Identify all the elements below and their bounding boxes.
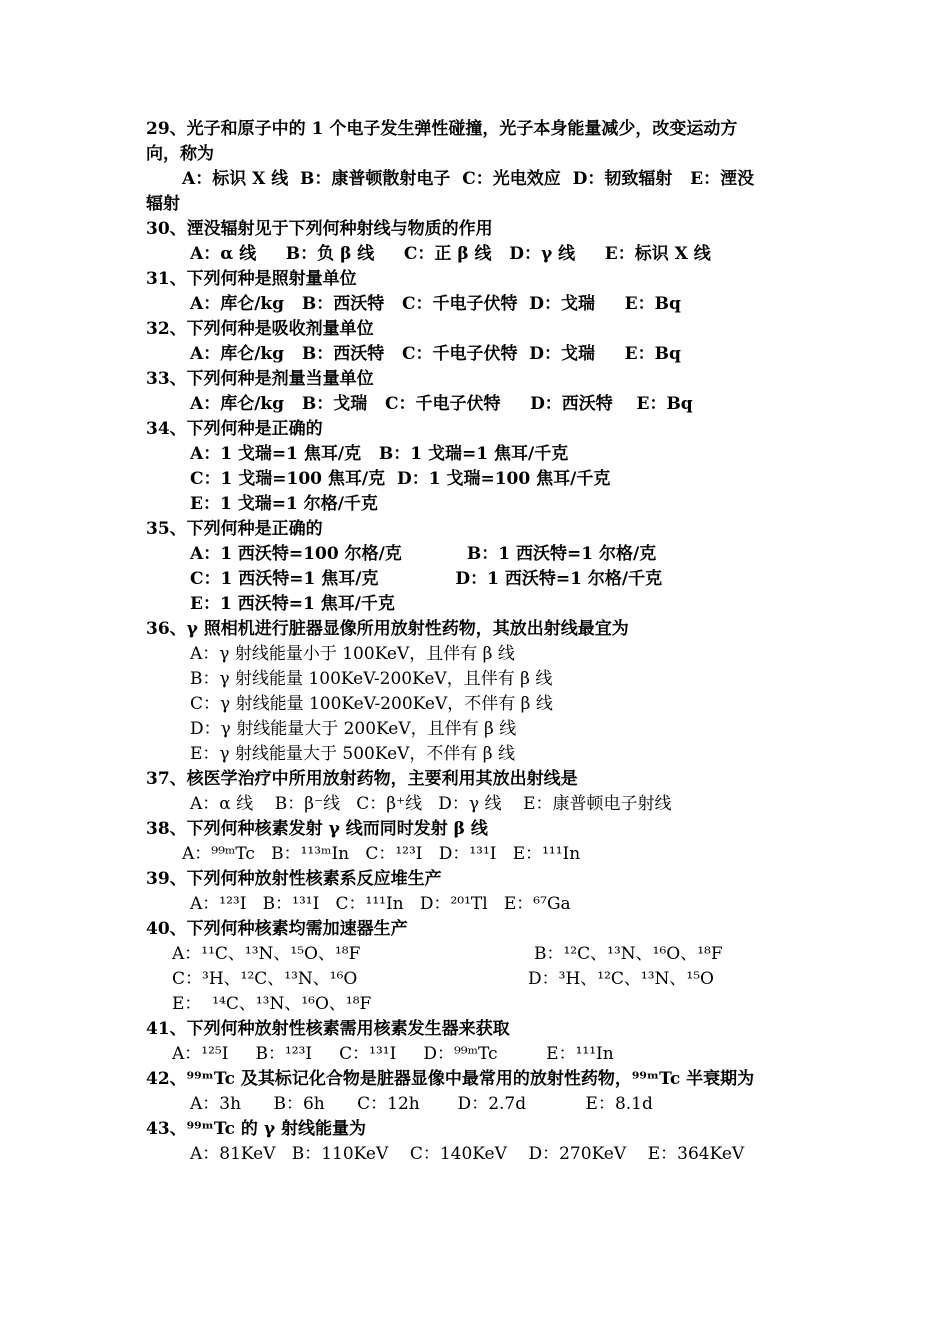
question-line-32: 40、下列何种核素均需加速器生产 (146, 919, 408, 939)
option-line-39: A：¹²⁵I B：¹²³I C：¹³¹I D：⁹⁹ᵐTc E：¹¹¹In (172, 1044, 614, 1064)
option-line-23: C：γ 射线能量 100KeV-200KeV，不伴有 β 线 (190, 694, 553, 714)
question-line-4: 30、湮没辐射见于下列何种射线与物质的作用 (146, 219, 493, 239)
option-line-22: B：γ 射线能量 100KeV-200KeV，且伴有 β 线 (190, 669, 553, 689)
option-line-21: A：γ 射线能量小于 100KeV，且伴有 β 线 (190, 644, 515, 664)
option-line-25: E：γ 射线能量大于 500KeV，不伴有 β 线 (190, 744, 516, 764)
option-line-17: A：1 西沃特=100 尔格/克 B：1 西沃特=1 尔格/克 (190, 544, 657, 564)
option-line-34: B：¹²C、¹³N、¹⁶O、¹⁸F (534, 944, 723, 964)
question-line-8: 32、下列何种是吸收剂量单位 (146, 319, 374, 339)
question-line-28: 38、下列何种核素发射 γ 线而同时发射 β 线 (146, 819, 488, 839)
option-line-7: A：库仑/kg B：西沃特 C：千电子伏特 D：戈瑞 E：Bq (190, 294, 681, 314)
option-line-37: E： ¹⁴C、¹³N、¹⁶O、¹⁸F (172, 994, 372, 1014)
option-line-29: A：⁹⁹ᵐTc B：¹¹³ᵐIn C：¹²³I D：¹³¹I E：¹¹¹In (182, 844, 581, 864)
question-line-6: 31、下列何种是照射量单位 (146, 269, 357, 289)
question-line-16: 35、下列何种是正确的 (146, 519, 323, 539)
option-line-19: E：1 西沃特=1 焦耳/千克 (190, 594, 395, 614)
option-line-14: C：1 戈瑞=100 焦耳/克 D：1 戈瑞=100 焦耳/千克 (190, 469, 611, 489)
option-line-41: A：3h B：6h C：12h D：2.7d E：8.1d (190, 1094, 653, 1114)
option-line-18: C：1 西沃特=1 焦耳/克 D：1 西沃特=1 尔格/千克 (190, 569, 663, 589)
option-line-9: A：库仑/kg B：西沃特 C：千电子伏特 D：戈瑞 E：Bq (190, 344, 681, 364)
question-line-40: 42、⁹⁹ᵐTc 及其标记化合物是脏器显像中最常用的放射性药物，⁹⁹ᵐTc 半衰期为 (146, 1069, 755, 1089)
option-line-35: C：³H、¹²C、¹³N、¹⁶O (172, 969, 358, 989)
question-line-26: 37、核医学治疗中所用放射药物，主要利用其放出射线是 (146, 769, 578, 789)
question-line-38: 41、下列何种放射性核素需用核素发生器来获取 (146, 1019, 510, 1039)
option-line-15: E：1 戈瑞=1 尔格/千克 (190, 494, 378, 514)
option-line-5: A：α 线 B：负 β 线 C：正 β 线 D：γ 线 E：标识 X 线 (190, 244, 711, 264)
option-line-36: D：³H、¹²C、¹³N、¹⁵O (528, 969, 714, 989)
option-line-33: A：¹¹C、¹³N、¹⁵O、¹⁸F (172, 944, 361, 964)
question-line-30: 39、下列何种放射性核素系反应堆生产 (146, 869, 442, 889)
option-line-13: A：1 戈瑞=1 焦耳/克 B：1 戈瑞=1 焦耳/千克 (190, 444, 569, 464)
option-line-27: A：α 线 B：β⁻线 C：β⁺线 D：γ 线 E：康普顿电子射线 (190, 794, 672, 814)
question-line-20: 36、γ 照相机进行脏器显像所用放射性药物，其放出射线最宜为 (146, 619, 629, 639)
question-line-0: 29、光子和原子中的 1 个电子发生弹性碰撞，光子本身能量减少，改变运动方 (146, 119, 738, 139)
option-line-11: A：库仑/kg B：戈瑞 C：千电子伏特 D：西沃特 E：Bq (190, 394, 693, 414)
question-line-3: 辐射 (146, 194, 180, 214)
option-line-43: A：81KeV B：110KeV C：140KeV D：270KeV E：364KeV (190, 1144, 745, 1164)
question-line-10: 33、下列何种是剂量当量单位 (146, 369, 374, 389)
option-line-24: D：γ 射线能量大于 200KeV，且伴有 β 线 (190, 719, 517, 739)
question-line-42: 43、⁹⁹ᵐTc 的 γ 射线能量为 (146, 1119, 366, 1139)
question-line-1: 向，称为 (146, 144, 214, 164)
question-line-12: 34、下列何种是正确的 (146, 419, 323, 439)
option-line-31: A：¹²³I B：¹³¹I C：¹¹¹In D：²⁰¹Tl E：⁶⁷Ga (190, 894, 571, 914)
option-line-2: A：标识 X 线 B：康普顿散射电子 C：光电效应 D：韧致辐射 E：湮没 (182, 169, 755, 189)
